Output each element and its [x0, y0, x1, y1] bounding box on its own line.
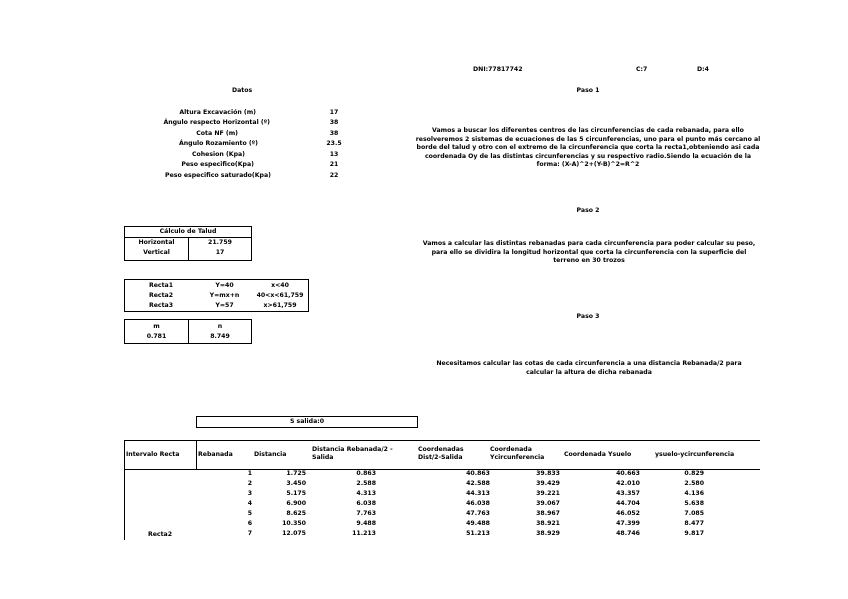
recta-equation: Y=57 [215, 302, 234, 309]
salida-label: S salida:0 [289, 418, 325, 425]
cell-ycirc: 38.929 [536, 530, 560, 537]
datos-label: Altura Excavación (m) [179, 109, 256, 116]
table-row [124, 520, 760, 528]
cell-coord: 51.213 [466, 530, 490, 537]
cell-diff: 0.829 [684, 470, 704, 477]
cell-rebanada: 4 [247, 500, 252, 507]
recta-range: x<40 [271, 282, 289, 289]
datos-value: 22 [329, 172, 339, 179]
table-row [124, 470, 760, 478]
talud-title: Cálculo de Talud [159, 228, 217, 235]
m-label: m [153, 323, 160, 330]
talud-vertical-value: 17 [215, 249, 225, 256]
cell-ycirc: 39.833 [536, 470, 560, 477]
mn-box [124, 319, 252, 344]
datos-value: 38 [329, 119, 339, 126]
cell-coord: 42.588 [466, 480, 490, 487]
cell-half: 9.488 [356, 520, 376, 527]
cell-ycirc: 38.967 [536, 510, 560, 517]
datos-label: Cohesion (Kpa) [191, 151, 245, 158]
m-value: 0.781 [146, 333, 167, 340]
datos-label: Ángulo Rozamiento (º) [178, 140, 258, 147]
cell-distancia: 6.900 [286, 500, 306, 507]
cell-ycirc: 39.429 [536, 480, 560, 487]
table-row [124, 510, 760, 518]
salida-box [196, 416, 418, 428]
table-row [124, 530, 760, 538]
cell-half: 0.863 [356, 470, 376, 477]
rectas-box [124, 279, 309, 312]
cell-distancia: 1.725 [286, 470, 306, 477]
datos-value: 21 [329, 161, 339, 168]
cell-ysuelo: 46.052 [616, 510, 640, 517]
cell-half: 6.038 [356, 500, 376, 507]
recta-range: x>61,759 [263, 302, 297, 309]
cell-ysuelo: 47.399 [616, 520, 640, 527]
table-row [124, 500, 760, 508]
paso1-text: Vamos a buscar los diferentes centros de las circunferencias de cada rebanada, para ello resolveremos 2 sistemas de ecuaciones de las 5 circunferencias, uno para el punto más cercano al borde del talud y otro con el extremo de la circunferencia que corta la recta1,obteniendo asi cada coordenada Oy de las distintas circunferencias y su respectivo radio.Siendo la ecuación de la forma: (X-A)^2+(Y-B)^2=R^2 [415, 127, 761, 169]
header-ysuelo-ycirc: ysuelo-ycircunferencia [655, 451, 735, 458]
header-coordenada-ycirc: Coordenada Ycircunferencia [490, 446, 545, 461]
cell-diff: 9.817 [684, 530, 704, 537]
talud-box [124, 226, 252, 261]
cell-ysuelo: 48.746 [616, 530, 640, 537]
cell-coord: 47.763 [466, 510, 490, 517]
paso2-text: Vamos a calcular las distintas rebanadas para cada circunferencia para poder calcular su peso, para ello se dividira la longitud horizontal que corta la circunferencia con la superficie del terreno en 30 trozos [422, 240, 756, 265]
datos-value: 23.5 [326, 140, 342, 147]
cell-half: 11.213 [352, 530, 376, 537]
cell-ycirc: 39.221 [536, 490, 560, 497]
cell-rebanada: 7 [247, 530, 252, 537]
datos-label: Cota NF (m) [196, 130, 238, 137]
cell-half: 2.588 [356, 480, 376, 487]
header-distancia-rebanada: Distancia Rebanada/2 - Salida [312, 446, 393, 461]
header-coordenada-ysuelo: Coordenada Ysuelo [564, 451, 632, 458]
n-value: 8.749 [210, 333, 230, 340]
cell-distancia: 8.625 [286, 510, 306, 517]
cell-coord: 49.488 [466, 520, 490, 527]
cell-rebanada: 6 [247, 520, 252, 527]
cell-half: 7.763 [356, 510, 376, 517]
cell-diff: 2.580 [684, 480, 704, 487]
datos-value: 38 [329, 130, 339, 137]
datos-value: 17 [329, 109, 339, 116]
results-table [124, 440, 760, 599]
paso1-title: Paso 1 [576, 87, 600, 94]
cell-rebanada: 3 [247, 490, 252, 497]
d-label: D:4 [697, 66, 709, 73]
recta-range: 40<x<61,759 [256, 292, 304, 299]
cell-half: 4.313 [356, 490, 376, 497]
recta-equation: Y=40 [215, 282, 234, 289]
cell-distancia: 12.075 [282, 530, 306, 537]
header-rebanada: Rebanada [198, 451, 233, 458]
recta-name: Recta1 [148, 282, 174, 289]
cell-ycirc: 39.067 [536, 500, 560, 507]
cell-diff: 8.477 [684, 520, 704, 527]
recta-name: Recta2 [148, 292, 174, 299]
talud-horizontal-value: 21.759 [208, 239, 232, 246]
cell-rebanada: 5 [247, 510, 252, 517]
cell-diff: 4.136 [684, 490, 704, 497]
paso2-title: Paso 2 [576, 207, 600, 214]
n-label: n [217, 323, 223, 330]
cell-ysuelo: 42.010 [616, 480, 640, 487]
datos-label: Peso especifico(Kpa) [181, 161, 254, 168]
datos-title: Datos [232, 87, 253, 94]
recta-name: Recta3 [148, 302, 174, 309]
cell-coord: 44.313 [466, 490, 490, 497]
cell-ycirc: 38.921 [536, 520, 560, 527]
cell-ysuelo: 40.663 [616, 470, 640, 477]
cell-coord: 46.038 [466, 500, 490, 507]
talud-vertical-label: Vertical [143, 249, 170, 256]
cell-distancia: 5.175 [286, 490, 306, 497]
header-coordenadas-dist: Coordenadas Dist/2-Salida [418, 446, 464, 461]
header-intervalo: Intervalo Recta [126, 451, 180, 458]
intervalo-value: Recta2 [147, 531, 173, 538]
cell-rebanada: 2 [247, 480, 252, 487]
cell-diff: 5.638 [684, 500, 704, 507]
cell-rebanada: 1 [247, 470, 252, 477]
cell-ysuelo: 43.357 [616, 490, 640, 497]
c-label: C:7 [636, 66, 648, 73]
datos-label: Ángulo respecto Horizontal (º) [163, 119, 270, 126]
dni-label: DNI:77817742 [473, 66, 523, 73]
table-row [124, 480, 760, 488]
talud-horizontal-label: Horizontal [138, 239, 175, 246]
datos-label: Peso especifico saturado(Kpa) [165, 172, 271, 179]
cell-coord: 40.863 [466, 470, 490, 477]
header-distancia: Distancia [254, 451, 287, 458]
cell-ysuelo: 44.704 [616, 500, 640, 507]
paso3-text: Necesitamos calcular las cotas de cada circunferencia a una distancia Rebanada/2 para calcular la altura de dicha rebanada [436, 360, 742, 376]
cell-diff: 7.085 [684, 510, 704, 517]
table-row [124, 490, 760, 498]
datos-value: 13 [329, 151, 339, 158]
paso3-title: Paso 3 [576, 313, 600, 320]
cell-distancia: 3.450 [286, 480, 306, 487]
recta-equation: Y=mx+n [209, 292, 240, 299]
cell-distancia: 10.350 [282, 520, 306, 527]
